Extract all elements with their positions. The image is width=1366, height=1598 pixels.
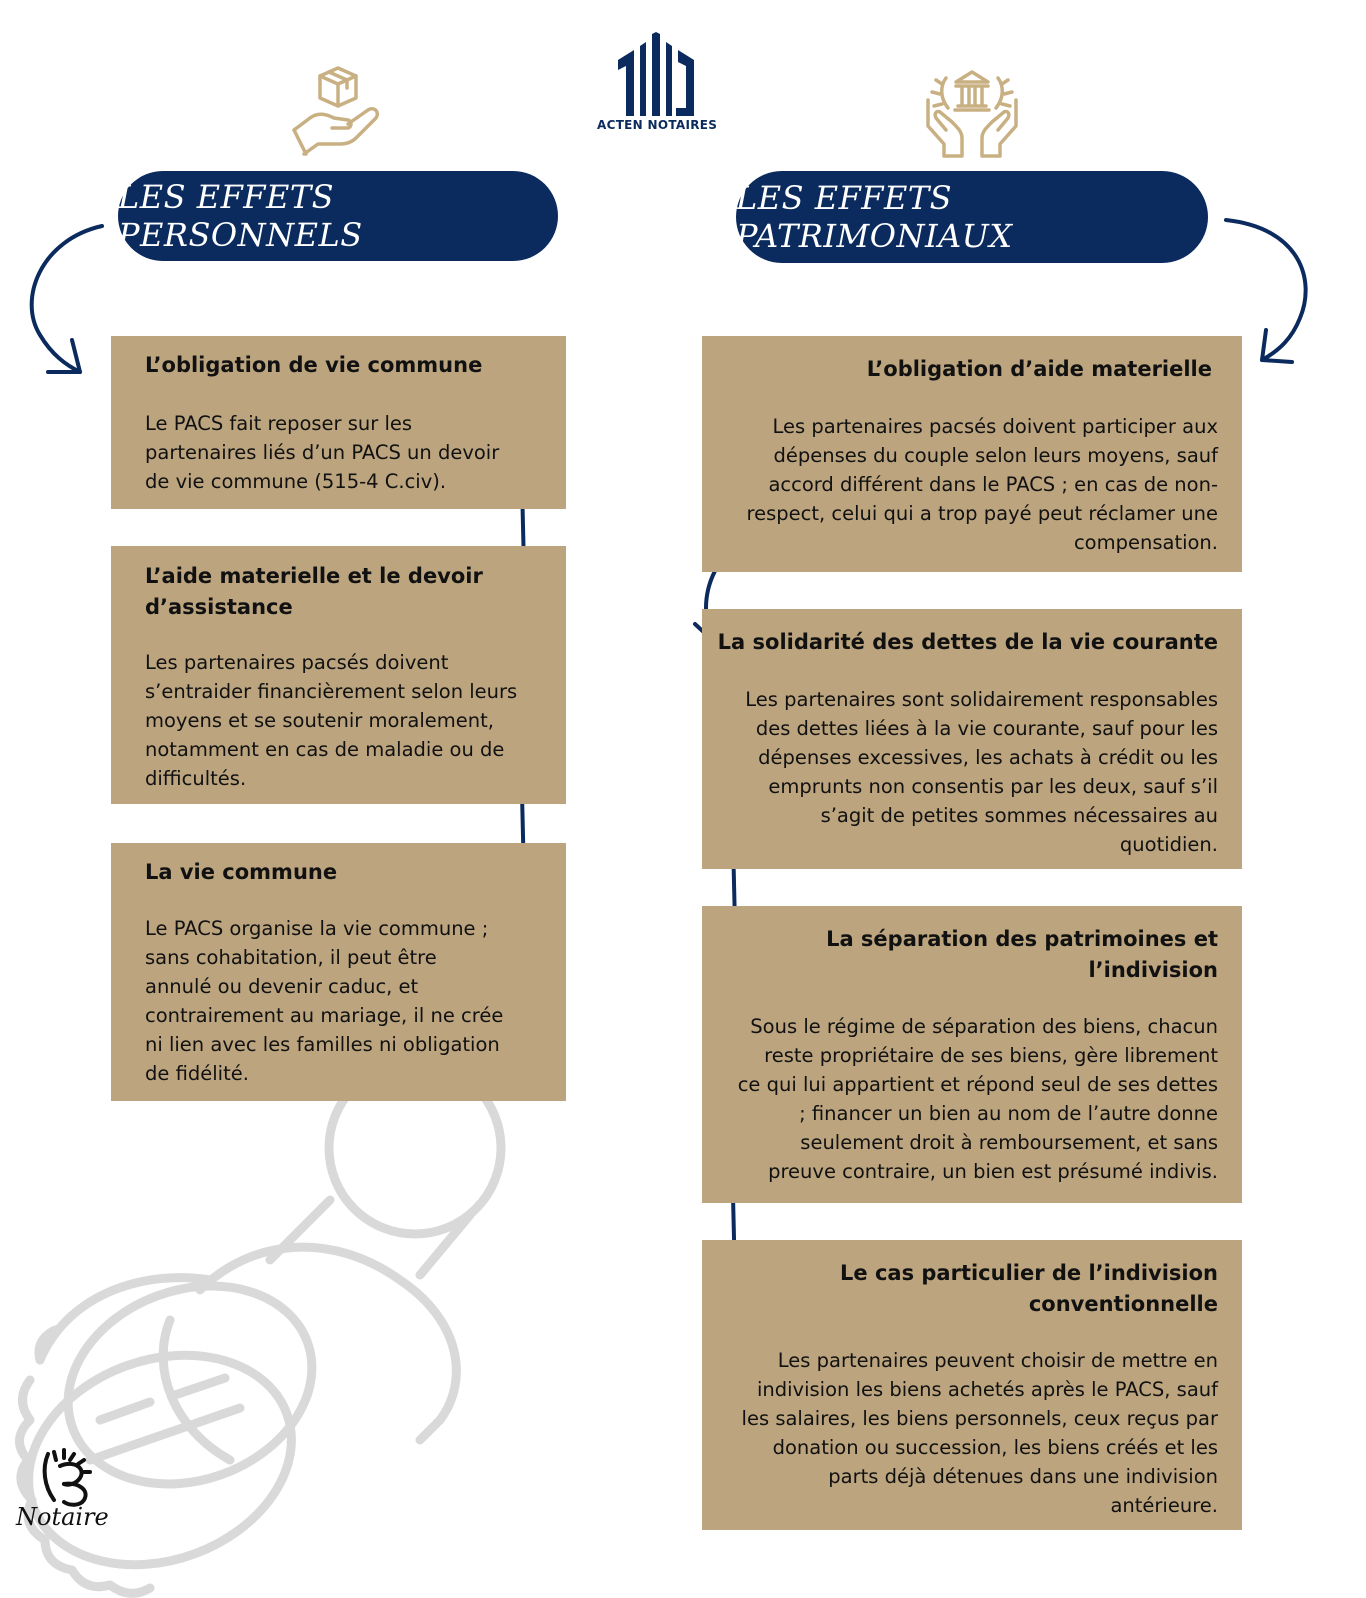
box-text-line: ce qui lui appartient et répond seul de ses dettes — [737, 1073, 1218, 1096]
box-text-line: emprunts non consentis par les deux, sauf s’il — [768, 775, 1218, 798]
box-text-line: des dettes liées à la vie courante, sauf pour les — [755, 717, 1218, 740]
left-box-vie-commune-obligation — [111, 336, 566, 509]
box-text-line: ; financer un bien au nom de l’autre donne — [799, 1102, 1218, 1125]
box-text-line: antérieure. — [1110, 1494, 1218, 1517]
box-text-line: seulement droit à remboursement, et sans — [800, 1131, 1218, 1154]
box-text-line: moyens et se soutenir moralement, — [145, 709, 494, 732]
box-text-line: respect, celui qui a trop payé peut réclamer une — [746, 502, 1218, 525]
box-title: L’obligation d’aide materielle — [866, 357, 1212, 381]
box-title: l’indivision — [1088, 958, 1218, 982]
box-text-line: annulé ou devenir caduc, et — [145, 975, 419, 998]
right-box-indivision-conventionnelle — [702, 1240, 1242, 1530]
box-text-line: de fidélité. — [145, 1062, 249, 1085]
box-text-line: reste propriétaire de ses biens, gère librement — [764, 1044, 1218, 1067]
curve-arrow-left — [32, 226, 102, 372]
box-text-line: notamment en cas de maladie ou de — [145, 738, 505, 761]
box-title: La solidarité des dettes de la vie courante — [717, 630, 1218, 654]
box-text-line: Sous le régime de séparation des biens, chacun — [750, 1015, 1218, 1038]
right-box-separation-patrimoines — [702, 906, 1242, 1203]
box-text-line: ni lien avec les familles ni obligation — [145, 1033, 500, 1056]
right-box-aide-materielle — [702, 336, 1242, 572]
left-box-vie-commune — [111, 843, 566, 1101]
right-box-solidarite-dettes — [702, 609, 1242, 869]
left-section-title: LES EFFETS PERSONNELS — [118, 171, 558, 261]
box-title: La vie commune — [145, 860, 338, 884]
box-text-line: donation ou succession, les biens créés et les — [772, 1436, 1218, 1459]
box-text-line: indivision les biens achetés après le PACS, sauf — [756, 1378, 1218, 1401]
box-text-line: de vie commune (515-4 C.civ). — [145, 470, 447, 493]
box-text-line: Les partenaires pacsés doivent participer aux — [772, 415, 1218, 438]
notaire-logo-icon — [34, 1446, 106, 1508]
box-text-line: partenaires liés d’un PACS un devoir — [145, 441, 500, 464]
box-title: L’aide materielle et le devoir — [145, 564, 483, 588]
box-title: La séparation des patrimoines et — [826, 927, 1218, 951]
box-text-line: s’agit de petites sommes nécessaires au — [820, 804, 1218, 827]
box-text-line: dépenses excessives, les achats à crédit ou les — [758, 746, 1218, 769]
box-text-line: difficultés. — [145, 767, 247, 790]
box-text-line: parts déjà détenues dans une indivision — [828, 1465, 1218, 1488]
notaire-logo-text: Notaire — [16, 1503, 109, 1531]
right-section-title: LES EFFETS PATRIMONIAUX — [736, 171, 1208, 263]
box-text-line: s’entraider financièrement selon leurs — [145, 680, 518, 703]
box-title: Le cas particulier de l’indivision — [840, 1261, 1218, 1285]
box-text-line: contrairement au mariage, il ne crée — [145, 1004, 504, 1027]
box-text-line: Le PACS fait reposer sur les — [145, 412, 413, 435]
box-text-line: quotidien. — [1119, 833, 1218, 856]
box-text-line: preuve contraire, un bien est présumé indivis. — [768, 1160, 1218, 1183]
left-box-aide-assistance — [111, 546, 566, 804]
box-text-line: dépenses du couple selon leurs moyens, sauf — [773, 444, 1218, 467]
box-title: L’obligation de vie commune — [145, 353, 483, 377]
box-text-line: Les partenaires pacsés doivent — [145, 651, 449, 674]
box-text-line: accord différent dans le PACS ; en cas de non- — [768, 473, 1218, 496]
box-title: d’assistance — [145, 595, 293, 619]
box-title: conventionnelle — [1028, 1292, 1218, 1316]
box-text-line: Les partenaires peuvent choisir de mettre en — [777, 1349, 1218, 1372]
box-text-line: compensation. — [1073, 531, 1218, 554]
box-text-line: Les partenaires sont solidairement responsables — [745, 688, 1218, 711]
box-text-line: Le PACS organise la vie commune ; — [145, 917, 489, 940]
box-text-line: sans cohabitation, il peut être — [145, 946, 437, 969]
box-text-line: les salaires, les biens personnels, ceux reçus par — [741, 1407, 1218, 1430]
acten-logo-text: ACTEN NOTAIRES — [597, 118, 718, 132]
